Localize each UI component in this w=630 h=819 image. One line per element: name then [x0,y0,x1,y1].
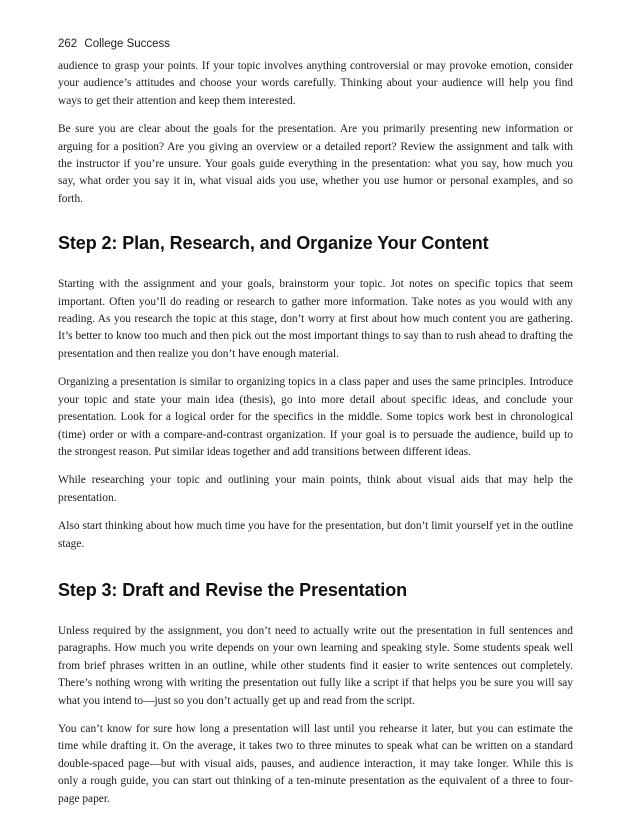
paragraph: Unless required by the assignment, you don’t need to actually write out the presentation in full sentences and paragraphs. How much you write depends on your own learning and speaking style. Some students speak well from brief phrases written in an outline, while other students find it easier to write sentences out completely. There’s nothing wrong with writing the presentation out fully like a script if that helps you be sure you will say what you intend to—just so you don’t actually get up and read from the script. [58,624,573,707]
paragraph: audience to grasp your points. If your topic involves anything controversial or may provoke emotion, consider your audience’s attitudes and choose your words carefully. Thinking about your audience will help you find ways to get their attention and keep them interested. [58,60,573,107]
section-heading: Step 3: Draft and Revise the Presentation [58,579,407,600]
intro-text [58,58,573,208]
paragraph: Also start thinking about how much time you have for the presentation, but don’t limit yourself yet in the outline stage. [58,520,573,550]
paragraph: While researching your topic and outlining your main points, think about visual aids that may help the presentation. [58,474,573,504]
document-page [58,36,573,819]
paragraph: You can’t know for sure how long a presentation will last until you rehearse it later, but you can estimate the time while drafting it. On the average, it takes two to three minutes to speak what can be written on a standard double-spaced page—but with visual aids, pauses, and audience interaction, it may take longer. While this is only a rough guide, you can start out thinking of a ten-minute presentation as the equivalent of a three to four-page paper. [58,722,573,805]
section-step-2 [58,232,573,553]
section-step-3 [58,579,573,808]
paragraph: Organizing a presentation is similar to organizing topics in a class paper and uses the same principles. Introduce your topic and state your main idea (thesis), go into more detail about specific ideas, and conclude your presentation. Look for a logical order for the specifics in the middle. Some topics work best in chronological (time) order or with a compare-and-contrast organization. If your goal is to persuade the audience, build up to the strongest reason. Put similar ideas together and add transitions between different ideas. [58,376,573,458]
section-heading: Step 2: Plan, Research, and Organize Your Content [58,233,489,254]
page-number: 262 [58,38,78,50]
paragraph: Be sure you are clear about the goals for the presentation. Are you primarily presenting new information or arguing for a position? Are you giving an overview or a detailed report? Review the assignment and talk with the instructor if you’re unsure. Your goals guide everything in the presentation: what you say, how much you say, what order you say it in, what visual aids you use, whether you use humor or personal examples, and so forth. [58,123,573,205]
book-title: College Success [84,38,171,50]
paragraph: Starting with the assignment and your goals, brainstorm your topic. Jot notes on specific topics that seem important. Often you’ll do reading or research to gather more information. Take notes as you would with any reading. As you research the topic at this stage, don’t worry at first about how much content you are gathering. It’s better to know too much and then pick out the most important things to say than to rush ahead to drafting the presentation and then realize you don’t have enough material. [58,278,573,360]
running-header [58,36,573,52]
